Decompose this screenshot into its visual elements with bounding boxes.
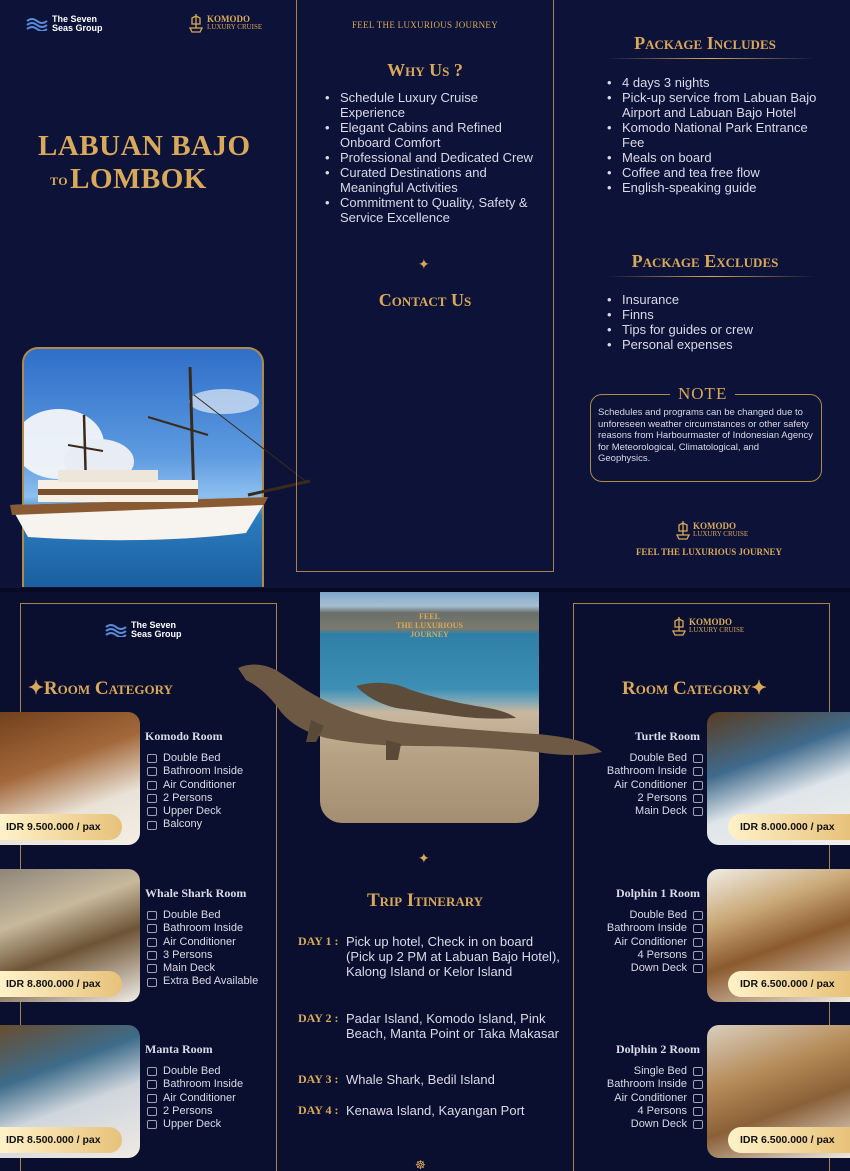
room-feature-label: Bathroom Inside bbox=[163, 1078, 244, 1091]
room-feature-label: Air Conditioner bbox=[163, 935, 236, 948]
brand-line-2: Seas Group bbox=[131, 629, 182, 639]
room-price: IDR 8.500.000 / pax bbox=[0, 1127, 122, 1153]
room-feature-label: 2 Persons bbox=[163, 1104, 213, 1117]
feature-icon bbox=[693, 781, 703, 790]
room-name: Dolphin 2 Room bbox=[615, 1042, 700, 1056]
room-feature bbox=[147, 765, 243, 778]
why-us-item: • Commitment to Quality, Safety & Service Excellence bbox=[323, 195, 543, 225]
room-feature bbox=[607, 779, 703, 792]
room-name: Manta Room bbox=[145, 1042, 213, 1056]
note-box bbox=[590, 394, 822, 482]
room-features bbox=[607, 1065, 703, 1131]
room-feature bbox=[147, 779, 243, 792]
feature-icon bbox=[147, 1094, 157, 1103]
room-category-left-title: ✦Room Category bbox=[28, 678, 173, 699]
feature-icon bbox=[693, 1080, 703, 1089]
feature-icon bbox=[693, 794, 703, 803]
komodo-logo-subtext: LUXURY CRUISE bbox=[207, 23, 263, 31]
room-feature bbox=[607, 949, 703, 962]
itinerary-day-label: DAY 2 : bbox=[298, 1011, 339, 1025]
package-excludes-list bbox=[605, 292, 830, 352]
room-feature-label: Main Deck bbox=[635, 805, 687, 818]
room-name: Dolphin 1 Room bbox=[615, 886, 700, 900]
trip-itinerary-title: Trip Itinerary bbox=[366, 890, 484, 911]
room-feature-label: Down Deck bbox=[630, 1118, 687, 1131]
room-feature-label: Double Bed bbox=[163, 752, 221, 764]
why-us-item: • Professional and Dedicated Crew bbox=[323, 150, 543, 165]
room-feature-label: Upper Deck bbox=[163, 1118, 222, 1131]
room-price: IDR 9.500.000 / pax bbox=[0, 814, 122, 840]
room-feature-label: Air Conditioner bbox=[163, 1091, 236, 1104]
room-feature-label: Double Bed bbox=[629, 909, 687, 921]
package-includes-title: Package Includes bbox=[634, 33, 776, 53]
photo-tagline-3: JOURNEY bbox=[410, 630, 449, 639]
itinerary-day-label: DAY 3 : bbox=[298, 1072, 339, 1086]
feature-icon bbox=[147, 781, 157, 790]
room-feature bbox=[607, 805, 703, 818]
room-feature bbox=[147, 1092, 243, 1105]
room-feature bbox=[607, 936, 703, 949]
room-feature bbox=[147, 752, 243, 765]
seven-seas-brand-bottom bbox=[105, 621, 182, 639]
itinerary-day-text: Kenawa Island, Kayangan Port bbox=[346, 1103, 525, 1118]
komodo-logo-text: KOMODO bbox=[207, 14, 250, 24]
feature-icon bbox=[693, 807, 703, 816]
room-feature bbox=[147, 962, 258, 975]
komodo-cruise-logo-footer bbox=[676, 520, 748, 540]
komodo-cruise-logo-bottom bbox=[672, 616, 744, 636]
room-feature-label: Bathroom Inside bbox=[606, 1078, 687, 1091]
includes-item: • 4 days 3 nights bbox=[605, 75, 830, 90]
feature-icon bbox=[147, 767, 157, 776]
room-feature-label: Balcony bbox=[163, 818, 203, 831]
room-feature bbox=[147, 818, 243, 831]
feature-icon bbox=[147, 1080, 157, 1089]
room-feature-label: Double Bed bbox=[163, 1065, 221, 1077]
includes-item: • Meals on board bbox=[605, 150, 830, 165]
room-feature bbox=[147, 1078, 243, 1091]
feature-icon bbox=[693, 1120, 703, 1129]
excludes-item: • Insurance bbox=[605, 292, 830, 307]
room-feature-label: Bathroom Inside bbox=[163, 765, 244, 778]
room-feature-label: Air Conditioner bbox=[614, 1091, 687, 1104]
room-feature-label: Single Bed bbox=[633, 1065, 687, 1077]
includes-item: • English-speaking guide bbox=[605, 180, 830, 195]
room-feature bbox=[607, 909, 703, 922]
room-features bbox=[147, 909, 258, 989]
feature-icon bbox=[147, 1107, 157, 1116]
ship-wheel-icon: ☸ bbox=[415, 1158, 426, 1171]
includes-item: • Coffee and tea free flow bbox=[605, 165, 830, 180]
photo-tagline bbox=[320, 612, 539, 639]
room-feature-label: 4 Persons bbox=[637, 1104, 687, 1117]
ship-logo-icon bbox=[672, 616, 686, 636]
komodo-bottom-text: KOMODO bbox=[689, 617, 732, 627]
includes-item: • Komodo National Park Entrance Fee bbox=[605, 120, 830, 150]
room-feature-label: 2 Persons bbox=[637, 791, 687, 804]
room-feature-label: Down Deck bbox=[630, 962, 687, 975]
itinerary-day-label: DAY 1 : bbox=[298, 934, 339, 948]
why-us-list bbox=[323, 90, 543, 225]
ship-logo-icon bbox=[676, 520, 690, 540]
feature-icon bbox=[147, 951, 157, 960]
room-feature-label: Double Bed bbox=[629, 752, 687, 764]
room-feature bbox=[147, 975, 258, 988]
itinerary-day-text: Pick up hotel, Check in on board (Pick up 2 PM at Labuan Bajo Hotel), Kalong Island or Kelor Island bbox=[346, 934, 560, 979]
room-name: Komodo Room bbox=[145, 729, 223, 743]
room-feature-label: Main Deck bbox=[163, 962, 215, 975]
why-us-title: Why Us ? bbox=[387, 60, 463, 80]
room-feature bbox=[607, 922, 703, 935]
note-text: Schedules and programs can be changed due to unforeseen weather circumstances or other safety reasons from Harbourmaster of Indonesian Agency for Meteorological, Climatological, and Geophysics. bbox=[598, 407, 813, 464]
brand-line-1: The Seven bbox=[131, 620, 177, 630]
why-us-item: • Elegant Cabins and Refined Onboard Comfort bbox=[323, 120, 543, 150]
itinerary-day-text: Padar Island, Komodo Island, Pink Beach, Manta Point or Taka Makasar bbox=[346, 1011, 559, 1041]
route-destination: LOMBOK bbox=[70, 163, 207, 195]
brand-line-2: Seas Group bbox=[52, 23, 103, 33]
room-feature bbox=[147, 909, 258, 922]
room-features bbox=[607, 909, 703, 975]
feature-icon bbox=[147, 911, 157, 920]
feature-icon bbox=[147, 1120, 157, 1129]
room-feature bbox=[147, 1065, 243, 1078]
room-price: IDR 6.500.000 / pax bbox=[728, 971, 850, 997]
ship-logo-icon bbox=[189, 13, 203, 33]
feature-icon bbox=[693, 1094, 703, 1103]
middle-panel-frame bbox=[296, 0, 554, 572]
top-tagline: FEEL THE LUXURIOUS JOURNEY bbox=[351, 20, 499, 30]
feature-icon bbox=[147, 964, 157, 973]
room-feature bbox=[147, 949, 258, 962]
feature-icon bbox=[147, 807, 157, 816]
room-feature bbox=[147, 922, 258, 935]
room-feature bbox=[147, 805, 243, 818]
feature-icon bbox=[147, 821, 157, 830]
komodo-footer-subtext: LUXURY CRUISE bbox=[693, 530, 749, 538]
itinerary-day bbox=[298, 1011, 563, 1041]
phinisi-ship-illustration bbox=[8, 365, 313, 550]
room-feature-label: Bathroom Inside bbox=[606, 765, 687, 778]
room-feature bbox=[147, 1118, 243, 1131]
includes-item: • Pick-up service from Labuan Bajo Airport and Labuan Bajo Hotel bbox=[605, 90, 830, 120]
room-feature-label: 2 Persons bbox=[163, 791, 213, 804]
star-divider-icon: ✦ bbox=[418, 850, 430, 866]
waves-logo-icon bbox=[26, 17, 48, 31]
room-features bbox=[147, 1065, 243, 1131]
star-divider-icon: ✦ bbox=[418, 256, 430, 272]
feature-icon bbox=[147, 794, 157, 803]
room-feature bbox=[607, 1065, 703, 1078]
room-feature bbox=[607, 1092, 703, 1105]
feature-icon bbox=[693, 1107, 703, 1116]
feature-icon bbox=[147, 938, 157, 947]
room-feature-label: Air Conditioner bbox=[614, 935, 687, 948]
komodo-footer-text: KOMODO bbox=[693, 521, 736, 531]
itinerary-day bbox=[298, 1103, 563, 1118]
room-feature-label: Air Conditioner bbox=[163, 778, 236, 791]
feature-icon bbox=[693, 924, 703, 933]
room-category-right-title: Room Category✦ bbox=[622, 678, 767, 699]
room-price: IDR 8.800.000 / pax bbox=[0, 971, 122, 997]
contact-us-title: Contact Us bbox=[378, 290, 472, 310]
room-price: IDR 8.000.000 / pax bbox=[728, 814, 850, 840]
photo-tagline-1: FEEL bbox=[419, 612, 440, 621]
room-feature bbox=[147, 1105, 243, 1118]
room-feature-label: 3 Persons bbox=[163, 948, 213, 961]
excludes-item: • Finns bbox=[605, 307, 830, 322]
room-feature-label: Air Conditioner bbox=[614, 778, 687, 791]
package-excludes-title: Package Excludes bbox=[631, 251, 779, 271]
komodo-cruise-logo bbox=[189, 13, 262, 33]
feature-icon bbox=[693, 951, 703, 960]
room-feature-label: Extra Bed Available bbox=[163, 975, 259, 988]
feature-icon bbox=[693, 911, 703, 920]
itinerary-day-label: DAY 4 : bbox=[298, 1103, 339, 1117]
feature-icon bbox=[693, 754, 703, 763]
feature-icon bbox=[147, 978, 157, 987]
room-feature bbox=[147, 936, 258, 949]
why-us-item: • Schedule Luxury Cruise Experience bbox=[323, 90, 543, 120]
seven-seas-brand bbox=[26, 15, 103, 33]
room-feature bbox=[607, 1118, 703, 1131]
photo-tagline-2: THE LUXURIOUS bbox=[396, 621, 463, 630]
feature-icon bbox=[147, 754, 157, 763]
feature-icon bbox=[693, 964, 703, 973]
feature-icon bbox=[693, 767, 703, 776]
excludes-item: • Tips for guides or crew bbox=[605, 322, 830, 337]
room-feature bbox=[607, 765, 703, 778]
waves-logo-icon bbox=[105, 623, 127, 637]
komodo-bottom-subtext: LUXURY CRUISE bbox=[689, 626, 745, 634]
feature-icon bbox=[693, 938, 703, 947]
room-feature-label: Bathroom Inside bbox=[606, 922, 687, 935]
komodo-dragon-illustration bbox=[236, 660, 606, 770]
route-title bbox=[38, 130, 251, 198]
feature-icon bbox=[147, 924, 157, 933]
route-to: TO bbox=[50, 173, 69, 188]
room-name: Turtle Room bbox=[634, 729, 700, 743]
room-feature-label: 4 Persons bbox=[637, 948, 687, 961]
room-feature bbox=[147, 792, 243, 805]
room-feature-label: Upper Deck bbox=[163, 805, 222, 818]
feature-icon bbox=[147, 1067, 157, 1076]
room-feature bbox=[607, 1105, 703, 1118]
footer-tagline: FEEL THE LUXURIOUS JOURNEY bbox=[635, 547, 783, 557]
room-feature bbox=[607, 792, 703, 805]
room-price: IDR 6.500.000 / pax bbox=[728, 1127, 850, 1153]
note-title: NOTE bbox=[670, 384, 735, 404]
itinerary-day bbox=[298, 1072, 563, 1087]
why-us-item: • Curated Destinations and Meaningful Activities bbox=[323, 165, 543, 195]
excludes-item: • Personal expenses bbox=[605, 337, 830, 352]
room-features bbox=[147, 752, 243, 832]
includes-underline bbox=[606, 58, 816, 59]
room-feature bbox=[607, 752, 703, 765]
room-features bbox=[607, 752, 703, 818]
package-includes-list bbox=[605, 75, 830, 195]
brand-line-1: The Seven bbox=[52, 14, 98, 24]
itinerary-day bbox=[298, 934, 563, 979]
room-feature bbox=[607, 1078, 703, 1091]
feature-icon bbox=[693, 1067, 703, 1076]
route-origin: LABUAN BAJO bbox=[38, 130, 251, 162]
room-feature-label: Bathroom Inside bbox=[163, 922, 244, 935]
room-feature bbox=[607, 962, 703, 975]
excludes-underline bbox=[606, 276, 816, 277]
room-name: Whale Shark Room bbox=[145, 886, 247, 900]
itinerary-day-text: Whale Shark, Bedil Island bbox=[346, 1072, 495, 1087]
room-feature-label: Double Bed bbox=[163, 909, 221, 921]
